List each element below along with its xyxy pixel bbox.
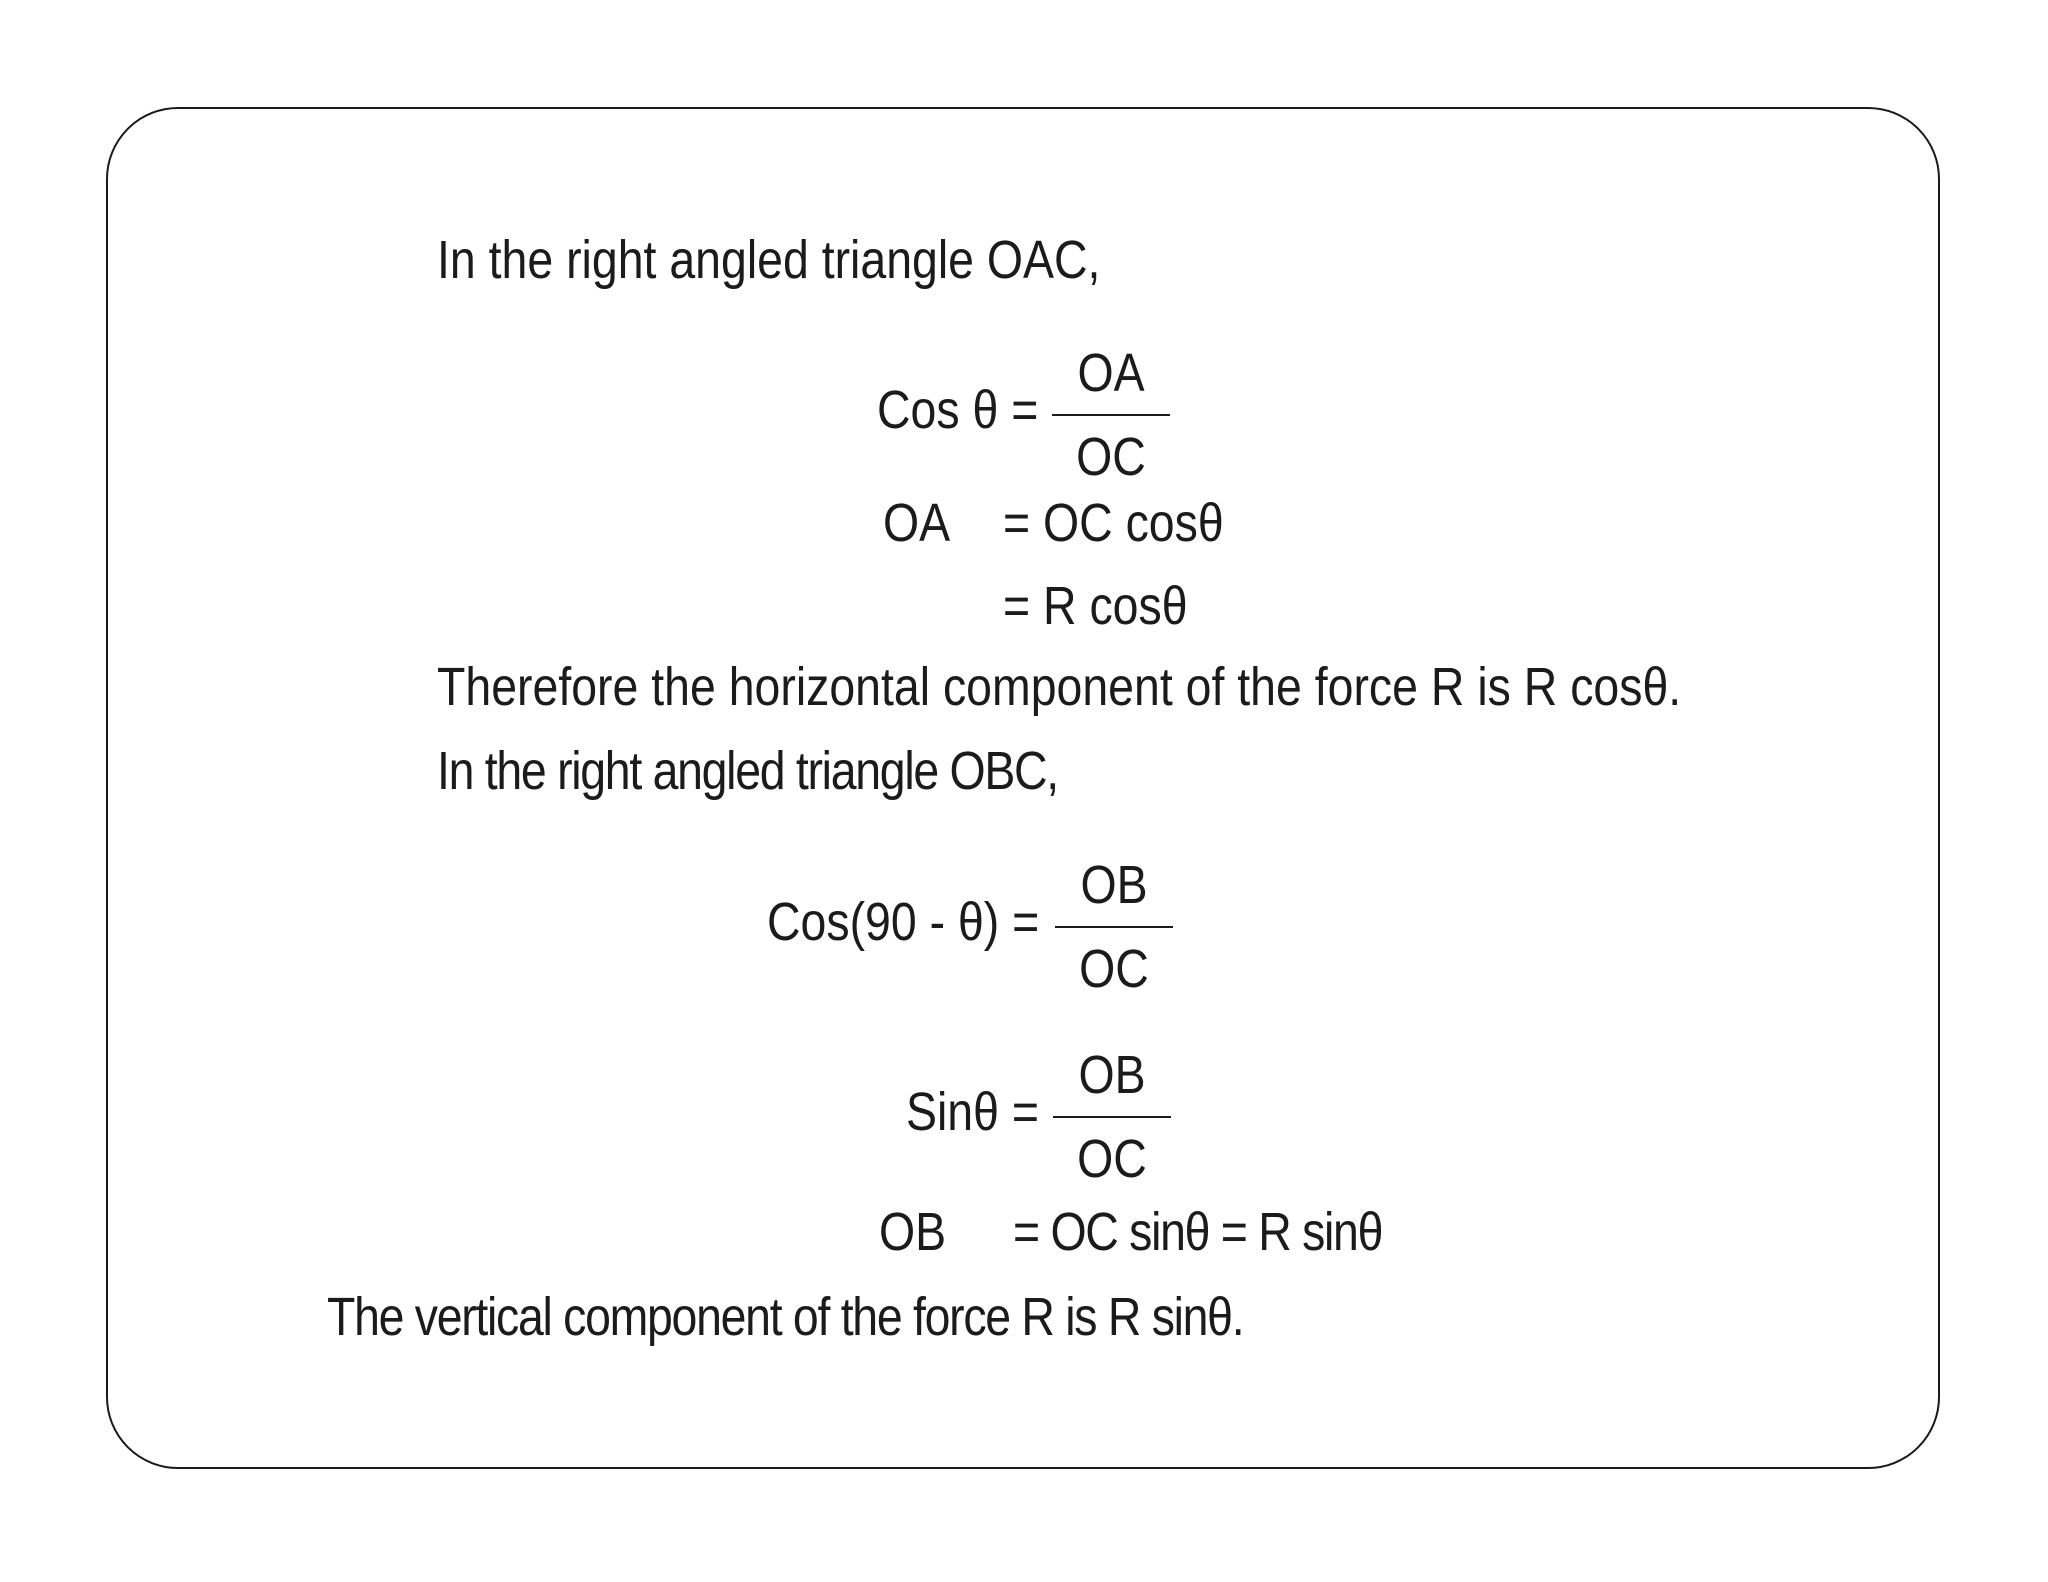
text-horizontal-component: Therefore the horizontal component of the force R is R cosθ. [437,657,1682,717]
eq1-fraction-bar [1052,414,1170,416]
eq4-numerator: OB [1080,855,1148,915]
eq6-lhs: OB [879,1202,947,1262]
eq1-denominator: OC [1076,427,1146,487]
eq5-fraction-bar [1053,1116,1171,1118]
eq6-rhs: = OC sinθ = R sinθ [1013,1202,1383,1262]
text-triangle-oac: In the right angled triangle OAC, [437,230,1101,290]
text-triangle-obc: In the right angled triangle OBC, [437,741,1058,801]
eq5-numerator: OB [1078,1045,1146,1105]
eq2-rhs: = OC cosθ [1003,493,1224,553]
eq4-fraction-bar [1055,926,1173,928]
text-vertical-component: The vertical component of the force R is R sinθ. [327,1287,1244,1347]
eq1-lhs: Cos θ = [877,380,1039,440]
eq2-lhs: OA [883,493,951,553]
eq4-denominator: OC [1079,939,1149,999]
eq3-rhs: = R cosθ [1003,576,1188,636]
eq1-numerator: OA [1077,343,1145,403]
eq4-lhs: Cos(90 - θ) = [767,892,1040,952]
eq5-denominator: OC [1077,1129,1147,1189]
eq5-lhs: Sinθ = [906,1082,1039,1142]
